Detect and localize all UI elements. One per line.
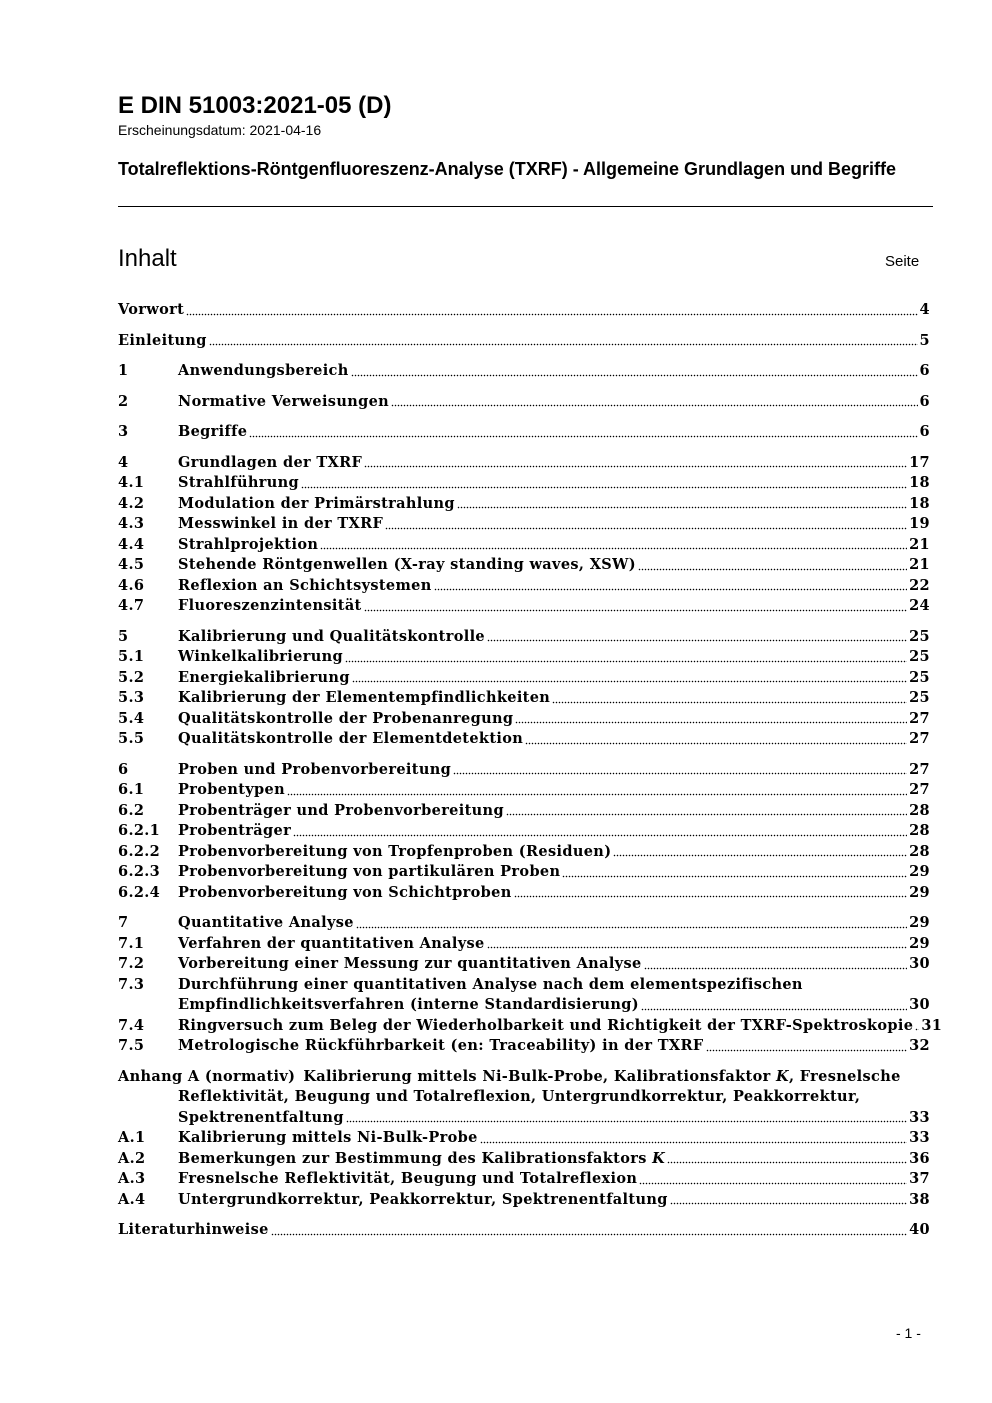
toc-entry-page: 29 bbox=[909, 863, 930, 880]
dot-leader bbox=[480, 1141, 907, 1144]
toc-entry-page: 4 bbox=[919, 301, 930, 318]
toc-entry-page: 27 bbox=[909, 781, 930, 798]
toc-entry-literaturhinweise[interactable] bbox=[118, 1220, 930, 1241]
toc-entry-page: 22 bbox=[909, 576, 930, 594]
toc-entry-6-2-1[interactable] bbox=[118, 821, 930, 842]
title-divider bbox=[118, 206, 933, 207]
toc-heading: Inhalt bbox=[118, 245, 177, 272]
toc-entry-number: 7 bbox=[118, 914, 129, 931]
toc-entry-page: 6 bbox=[919, 392, 930, 410]
toc-entry-page: 25 bbox=[909, 689, 930, 706]
toc-entry-text-line1-end: , Fresnelsche bbox=[788, 1067, 901, 1085]
dot-leader bbox=[287, 793, 907, 796]
toc-entry-number: 4 bbox=[118, 453, 129, 471]
toc-entry-text-line1: Kalibrierung mittels Ni-Bulk-Probe, Kalibrationsfaktor bbox=[303, 1067, 776, 1085]
toc-entry-text: Strahlprojektion bbox=[178, 535, 319, 553]
toc-entry-page: 17 bbox=[909, 453, 930, 471]
toc-entry-5[interactable] bbox=[118, 627, 930, 648]
toc-entry-6[interactable] bbox=[118, 760, 930, 781]
toc-entry-page: 29 bbox=[909, 914, 930, 931]
toc-entry-number: A.2 bbox=[118, 1149, 146, 1167]
toc-entry-text: Untergrundkorrektur, Peakkorrektur, Spektrenentfaltung bbox=[178, 1190, 668, 1208]
toc-entry-page: 24 bbox=[909, 597, 930, 614]
toc-entry-number: 5.3 bbox=[118, 689, 145, 706]
dot-leader bbox=[351, 374, 918, 377]
toc-entry-number: 6.2.4 bbox=[118, 883, 161, 901]
toc-entry-text: Bemerkungen zur Bestimmung des Kalibrationsfaktors bbox=[178, 1149, 653, 1167]
toc-entry-2[interactable] bbox=[118, 392, 930, 413]
toc-entry-6-2[interactable] bbox=[118, 801, 930, 822]
toc-entry-number: 5.1 bbox=[118, 648, 145, 665]
dot-leader bbox=[356, 926, 907, 929]
toc-entry-4-2[interactable] bbox=[118, 494, 930, 515]
toc-entry-3[interactable] bbox=[118, 422, 930, 443]
dot-leader bbox=[186, 313, 917, 316]
toc-entry-a-3[interactable] bbox=[118, 1169, 930, 1190]
toc-entry-page: 40 bbox=[909, 1221, 930, 1238]
toc-entry-6-2-3[interactable] bbox=[118, 862, 930, 883]
page-column-label: Seite bbox=[885, 253, 920, 270]
toc-entry-text-line2: Empfindlichkeitsverfahren (interne Standardisierung) bbox=[178, 996, 639, 1013]
toc-entry-number: 6 bbox=[118, 760, 129, 778]
toc-entry-text-line2: Reflektivität, Beugung und Totalreflexion, Untergrundkorrektur, Peakkorrektur, bbox=[178, 1088, 861, 1105]
toc-entry-4[interactable] bbox=[118, 453, 930, 474]
annex-label: Anhang A (normativ) bbox=[118, 1067, 296, 1085]
toc-entry-a-1[interactable] bbox=[118, 1128, 930, 1149]
toc-entry-text: Probentypen bbox=[178, 781, 285, 798]
toc-entry-text: Grundlagen der TXRF bbox=[178, 453, 363, 471]
toc-entry-7-5[interactable] bbox=[118, 1036, 930, 1057]
dot-leader bbox=[320, 547, 907, 550]
toc-entry-text: Reflexion an Schichtsystemen bbox=[178, 576, 432, 594]
toc-entry-text: Probenträger bbox=[178, 822, 292, 839]
toc-entry-4-4[interactable] bbox=[118, 535, 930, 556]
toc-entry-text-line1: Durchführung einer quantitativen Analyse nach dem elementspezifischen bbox=[178, 975, 803, 993]
toc-entry-text: Vorwort bbox=[118, 301, 185, 318]
toc-entry-text: Winkelkalibrierung bbox=[178, 648, 343, 665]
dot-leader bbox=[525, 742, 907, 745]
dot-leader bbox=[667, 1161, 907, 1164]
toc-entry-text: Proben und Probenvorbereitung bbox=[178, 760, 452, 778]
dot-leader bbox=[706, 1049, 908, 1052]
toc-entry-7-2[interactable] bbox=[118, 954, 930, 975]
toc-entry-6-2-4[interactable] bbox=[118, 883, 930, 904]
toc-entry-number: A.1 bbox=[118, 1129, 146, 1146]
dot-leader bbox=[487, 946, 908, 949]
toc-entry-einleitung[interactable] bbox=[118, 331, 930, 352]
toc-entry-page: 25 bbox=[909, 627, 930, 645]
toc-entry-text: Verfahren der quantitativen Analyse bbox=[178, 934, 485, 952]
dot-leader bbox=[453, 772, 907, 775]
toc-entry-number: 7.4 bbox=[118, 1016, 145, 1034]
toc-entry-page: 27 bbox=[909, 760, 930, 778]
toc-entry-text: Energiekalibrierung bbox=[178, 668, 350, 686]
toc-entry-page: 18 bbox=[909, 494, 930, 512]
toc-entry-number: 7.1 bbox=[118, 934, 145, 952]
dot-leader bbox=[552, 701, 907, 704]
toc-entry-text: Probenvorbereitung von partikulären Proben bbox=[178, 863, 561, 880]
toc-entry-5-1[interactable] bbox=[118, 647, 930, 668]
toc-entry-5-5[interactable] bbox=[118, 729, 930, 750]
toc-entry-text: Quantitative Analyse bbox=[178, 914, 354, 931]
toc-entry-page: 28 bbox=[909, 801, 930, 819]
toc-entry-page: 29 bbox=[909, 883, 930, 901]
toc-entry-4-7[interactable] bbox=[118, 596, 930, 617]
toc-entry-page: 5 bbox=[919, 331, 930, 349]
dot-leader bbox=[346, 1120, 907, 1123]
dot-leader bbox=[515, 721, 907, 724]
toc-entry-5-4[interactable] bbox=[118, 709, 930, 730]
toc-entry-7-3[interactable] bbox=[118, 975, 930, 1016]
dot-leader bbox=[391, 404, 917, 407]
toc-entry-page: 32 bbox=[909, 1037, 930, 1054]
toc-entry-text: Vorbereitung einer Messung zur quantitativen Analyse bbox=[178, 955, 642, 972]
toc-entry-text: Qualitätskontrolle der Elementdetektion bbox=[178, 730, 524, 747]
toc-entry-text: Kalibrierung der Elementempfindlichkeiten bbox=[178, 689, 551, 706]
toc-entry-a-4[interactable] bbox=[118, 1190, 930, 1211]
toc-entry-text: Probenträger und Probenvorbereitung bbox=[178, 801, 504, 819]
toc-entry-page: 18 bbox=[909, 474, 930, 491]
toc-entry-number: 5.5 bbox=[118, 730, 145, 747]
toc-entry-number: A.3 bbox=[118, 1170, 146, 1187]
toc-entry-text: Strahlführung bbox=[178, 474, 299, 491]
toc-entry-text: Modulation der Primärstrahlung bbox=[178, 494, 455, 512]
toc-entry-number: 4.6 bbox=[118, 576, 145, 594]
toc-entry-number: 7.5 bbox=[118, 1037, 145, 1054]
toc-entry-page: 28 bbox=[909, 842, 930, 860]
toc-entry-text: Fluoreszenzintensität bbox=[178, 597, 362, 614]
toc-entry-4-3[interactable] bbox=[118, 514, 930, 535]
toc-entry-text: Ringversuch zum Beleg der Wiederholbarkeit und Richtigkeit der TXRF-Spektroskopie bbox=[178, 1016, 914, 1034]
toc-entry-text: Kalibrierung mittels Ni-Bulk-Probe bbox=[178, 1129, 478, 1146]
toc-entry-page: 27 bbox=[909, 730, 930, 747]
dot-leader bbox=[670, 1202, 907, 1205]
toc-entry-5-2[interactable] bbox=[118, 668, 930, 689]
toc-entry-text: Stehende Röntgenwellen (X-ray standing waves, XSW) bbox=[178, 556, 636, 573]
toc-entry-number: 7.3 bbox=[118, 975, 145, 993]
toc-entry-page: 29 bbox=[909, 934, 930, 952]
dot-leader bbox=[271, 1233, 907, 1236]
toc-entry-number: 3 bbox=[118, 423, 129, 440]
toc-entry-a-2[interactable] bbox=[118, 1149, 930, 1170]
toc-entry-number: 4.5 bbox=[118, 556, 145, 573]
toc-entry-text: Qualitätskontrolle der Probenanregung bbox=[178, 709, 514, 727]
document-id: E DIN 51003:2021-05 (D) bbox=[118, 92, 392, 119]
toc-entry-page: 25 bbox=[909, 668, 930, 686]
table-of-contents bbox=[118, 300, 943, 1241]
toc-entry-page: 38 bbox=[909, 1190, 930, 1208]
toc-entry-number: 6.2.1 bbox=[118, 822, 161, 839]
dot-leader bbox=[352, 680, 907, 683]
toc-entry-page: 21 bbox=[909, 535, 930, 553]
toc-entry-page: 33 bbox=[909, 1129, 930, 1146]
dot-leader bbox=[249, 435, 917, 438]
toc-entry-page: 21 bbox=[909, 556, 930, 573]
toc-entry-text: Anwendungsbereich bbox=[178, 362, 349, 379]
dot-leader bbox=[562, 875, 907, 878]
toc-entry-number: 5.4 bbox=[118, 709, 145, 727]
toc-entry-7[interactable] bbox=[118, 913, 930, 934]
toc-entry-page: 31 bbox=[921, 1016, 943, 1034]
toc-entry-text: Probenvorbereitung von Tropfenproben (Residuen) bbox=[178, 842, 612, 860]
toc-entry-number: 1 bbox=[118, 362, 129, 379]
toc-entry-text: Einleitung bbox=[118, 331, 207, 349]
toc-entry-text-line3: Spektrenentfaltung bbox=[178, 1108, 344, 1126]
dot-leader bbox=[506, 813, 907, 816]
factor-symbol: K bbox=[652, 1149, 666, 1167]
toc-entry-4-5[interactable] bbox=[118, 555, 930, 576]
dot-leader bbox=[345, 660, 907, 663]
toc-entry-text: Begriffe bbox=[178, 423, 248, 440]
dot-leader bbox=[293, 834, 907, 837]
toc-entry-1[interactable] bbox=[118, 361, 930, 382]
toc-entry-number: 6.1 bbox=[118, 781, 145, 798]
toc-entry-6-1[interactable] bbox=[118, 780, 930, 801]
dot-leader bbox=[364, 465, 907, 468]
toc-entry-page: 30 bbox=[909, 955, 930, 972]
dot-leader bbox=[301, 486, 907, 489]
toc-entry-text: Fresnelsche Reflektivität, Beugung und Totalreflexion bbox=[178, 1170, 638, 1187]
toc-entry-page: 25 bbox=[909, 648, 930, 665]
toc-entry-number: 2 bbox=[118, 392, 129, 410]
toc-entry-number: 5 bbox=[118, 627, 129, 645]
dot-leader bbox=[434, 588, 907, 591]
toc-entry-number: A.4 bbox=[118, 1190, 146, 1208]
page-number: - 1 - bbox=[896, 1325, 921, 1341]
dot-leader bbox=[385, 527, 907, 530]
factor-symbol: K bbox=[775, 1067, 789, 1085]
toc-entry-page: 27 bbox=[909, 709, 930, 727]
toc-entry-4-6[interactable] bbox=[118, 576, 930, 597]
toc-entry-number: 5.2 bbox=[118, 668, 145, 686]
document-title: Totalreflektions-Röntgenfluoreszenz-Analyse (TXRF) - Allgemeine Grundlagen und Begriffe bbox=[118, 159, 897, 179]
publication-date: Erscheinungsdatum: 2021-04-16 bbox=[118, 122, 322, 138]
toc-entry-number: 4.4 bbox=[118, 535, 145, 553]
toc-entry-number: 4.1 bbox=[118, 474, 145, 491]
toc-entry-page: 33 bbox=[909, 1108, 930, 1126]
toc-entry-number: 4.7 bbox=[118, 597, 145, 614]
dot-leader bbox=[644, 967, 908, 970]
toc-entry-4-1[interactable] bbox=[118, 473, 930, 494]
toc-entry-page: 6 bbox=[919, 423, 930, 440]
dot-leader bbox=[487, 639, 907, 642]
toc-entry-number: 6.2.2 bbox=[118, 842, 161, 860]
toc-entry-page: 36 bbox=[909, 1149, 930, 1167]
dot-leader bbox=[641, 1008, 907, 1011]
toc-entry-text: Metrologische Rückführbarkeit (en: Traceability) in der TXRF bbox=[178, 1037, 704, 1054]
toc-entry-page: 19 bbox=[909, 515, 930, 532]
toc-entry-page: 37 bbox=[909, 1170, 930, 1187]
toc-entry-page: 28 bbox=[909, 822, 930, 839]
toc-entry-6-2-2[interactable] bbox=[118, 842, 930, 863]
toc-entry-text: Kalibrierung und Qualitätskontrolle bbox=[178, 627, 486, 645]
toc-entry-vorwort[interactable] bbox=[118, 300, 930, 321]
dot-leader bbox=[638, 568, 907, 571]
toc-entry-number: 6.2.3 bbox=[118, 863, 161, 880]
dot-leader bbox=[915, 1028, 919, 1031]
toc-entry-7-4[interactable] bbox=[118, 1016, 943, 1037]
toc-entry-page: 30 bbox=[909, 996, 930, 1013]
toc-entry-number: 6.2 bbox=[118, 801, 145, 819]
toc-entry-number: 4.3 bbox=[118, 515, 145, 532]
toc-entry-5-3[interactable] bbox=[118, 688, 930, 709]
dot-leader bbox=[613, 854, 907, 857]
toc-entry-page: 6 bbox=[919, 362, 930, 379]
dot-leader bbox=[209, 343, 918, 346]
toc-entry-annex-a[interactable] bbox=[118, 1067, 930, 1129]
dot-leader bbox=[514, 895, 907, 898]
dot-leader bbox=[639, 1182, 907, 1185]
toc-entry-text: Messwinkel in der TXRF bbox=[178, 515, 384, 532]
dot-leader bbox=[364, 609, 908, 612]
toc-entry-text: Normative Verweisungen bbox=[178, 392, 390, 410]
dot-leader bbox=[457, 506, 907, 509]
toc-entry-number: 4.2 bbox=[118, 494, 145, 512]
toc-entry-text: Probenvorbereitung von Schichtproben bbox=[178, 883, 512, 901]
toc-entry-7-1[interactable] bbox=[118, 934, 930, 955]
toc-entry-number: 7.2 bbox=[118, 955, 145, 972]
toc-entry-text: Literaturhinweise bbox=[118, 1221, 269, 1238]
